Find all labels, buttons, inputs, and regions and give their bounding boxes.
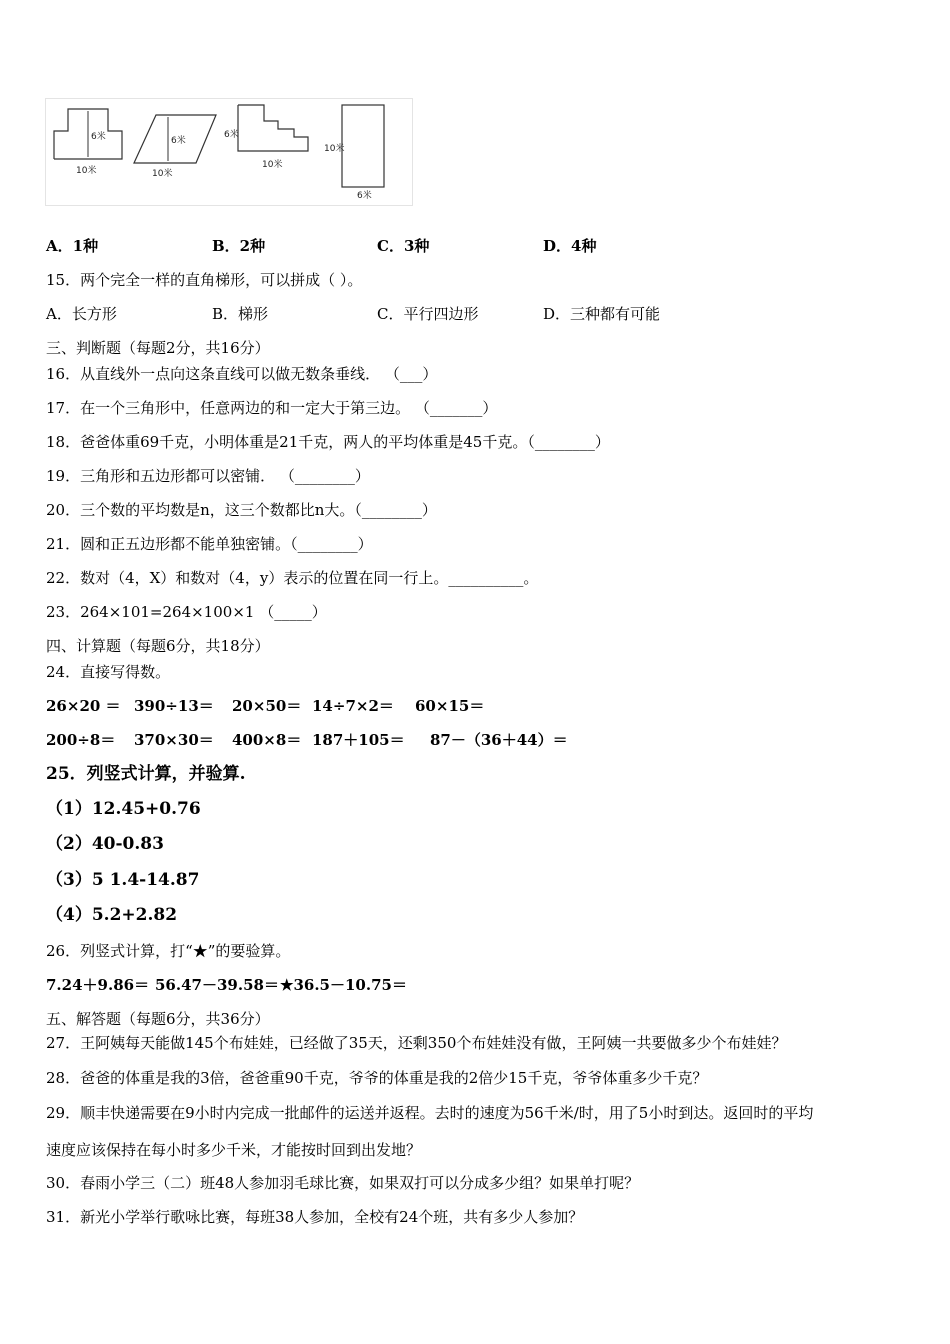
q31: 31．新光小学举行歌咏比赛，每班38人参加，全校有24个班，共有多少人参加？ — [46, 1208, 584, 1226]
q25-item-1: （1）12.45+0.76 — [46, 799, 201, 819]
shape4-base-label: 6米 — [357, 191, 372, 201]
q15-option-a[interactable]: A．长方形 — [46, 305, 117, 323]
q25-item-4: （4）5.2+2.82 — [46, 905, 178, 925]
q14-option-b[interactable]: B．2种 — [212, 237, 266, 255]
q14-option-d[interactable]: D．4种 — [543, 237, 597, 255]
shape3-staircase — [238, 105, 308, 151]
q17: 17．在一个三角形中，任意两边的和一定大于第三边。 （_______） — [46, 399, 498, 417]
q22: 22．数对（4，X）和数对（4，y）表示的位置在同一行上。__________。 — [46, 569, 539, 587]
q24-title: 24．直接写得数。 — [46, 663, 171, 681]
q24-r1-c2: 390÷13＝ — [134, 697, 214, 715]
shape2-base-label: 10米 — [152, 169, 173, 179]
q29-line2: 速度应该保持在每小时多少千米，才能按时回到出发地？ — [46, 1141, 422, 1159]
section3-heading: 三、判断题（每题2分，共16分） — [46, 339, 270, 357]
q21: 21．圆和正五边形都不能单独密铺。（________） — [46, 535, 373, 553]
shapes-figure — [45, 98, 413, 206]
q20: 20．三个数的平均数是n，这三个数都比n大。（________） — [46, 501, 437, 519]
q15-option-b[interactable]: B．梯形 — [212, 305, 269, 323]
q24-r2-c4: 187＋105＝ — [312, 731, 405, 749]
q29-line1: 29．顺丰快递需要在9小时内完成一批邮件的运送并返程。去时的速度为56千米/时，用了5小时到达。返回时的平均 — [46, 1104, 814, 1122]
q24-r1-c3: 20×50＝ — [232, 697, 302, 715]
q23: 23．264×101=264×100×1 （_____） — [46, 603, 327, 621]
shape4-rectangle — [342, 105, 384, 187]
q30: 30．春雨小学三（二）班48人参加羽毛球比赛，如果双打可以分成多少组？如果单打呢？ — [46, 1174, 640, 1192]
q24-r2-c5: 87－（36＋44）＝ — [430, 731, 568, 749]
q15-option-c[interactable]: C．平行四边形 — [377, 305, 479, 323]
q24-r2-c2: 370×30＝ — [134, 731, 214, 749]
q26-item-3: ★36.5－10.75＝ — [280, 976, 407, 994]
q25-title: 25．列竖式计算，并验算. — [46, 764, 246, 784]
q27: 27．王阿姨每天能做145个布娃娃，已经做了35天，还剩350个布娃娃没有做，王阿姨一共要做多少个布娃娃？ — [46, 1034, 787, 1052]
q26-title: 26．列竖式计算，打“★”的要验算。 — [46, 942, 291, 960]
q14-option-c[interactable]: C．3种 — [377, 237, 430, 255]
q24-r2-c1: 200÷8＝ — [46, 731, 116, 749]
q18: 18．爸爸体重69千克，小明体重是21千克，两人的平均体重是45千克。（________） — [46, 433, 610, 451]
q14-option-a[interactable]: A．1种 — [46, 237, 99, 255]
shape1-base-label: 10米 — [76, 166, 97, 176]
q25-item-2: （2）40-0.83 — [46, 834, 164, 854]
q24-r2-c3: 400×8＝ — [232, 731, 302, 749]
shape3-height-label: 6米 — [224, 130, 239, 140]
shape1-height-label: 6米 — [91, 132, 106, 142]
section5-heading: 五、解答题（每题6分，共36分） — [46, 1010, 270, 1028]
q16: 16．从直线外一点向这条直线可以做无数条垂线． （___） — [46, 365, 438, 383]
q19: 19．三角形和五边形都可以密铺． （________） — [46, 467, 370, 485]
q15-text: 15．两个完全一样的直角梯形，可以拼成（ ）。 — [46, 271, 363, 289]
shape3-base-label: 10米 — [262, 160, 283, 170]
q24-r1-c5: 60×15＝ — [415, 697, 485, 715]
section4-heading: 四、计算题（每题6分，共18分） — [46, 637, 270, 655]
q24-r1-c1: 26×20 ＝ — [46, 697, 121, 715]
q15-option-d[interactable]: D．三种都有可能 — [543, 305, 661, 323]
shapes-svg — [46, 99, 412, 205]
shape2-height-label: 6米 — [171, 136, 186, 146]
q28: 28．爸爸的体重是我的3倍，爸爸重90千克，爷爷的体重是我的2倍少15千克，爷爷体重多少千克？ — [46, 1069, 708, 1087]
q24-r1-c4: 14÷7×2＝ — [312, 697, 394, 715]
q25-item-3: （3）5 1.4-14.87 — [46, 870, 200, 890]
q26-item-1: 7.24＋9.86＝ — [46, 976, 150, 994]
shape4-height-label: 10米 — [324, 144, 345, 154]
q26-item-2: 56.47－39.58＝ — [155, 976, 279, 994]
